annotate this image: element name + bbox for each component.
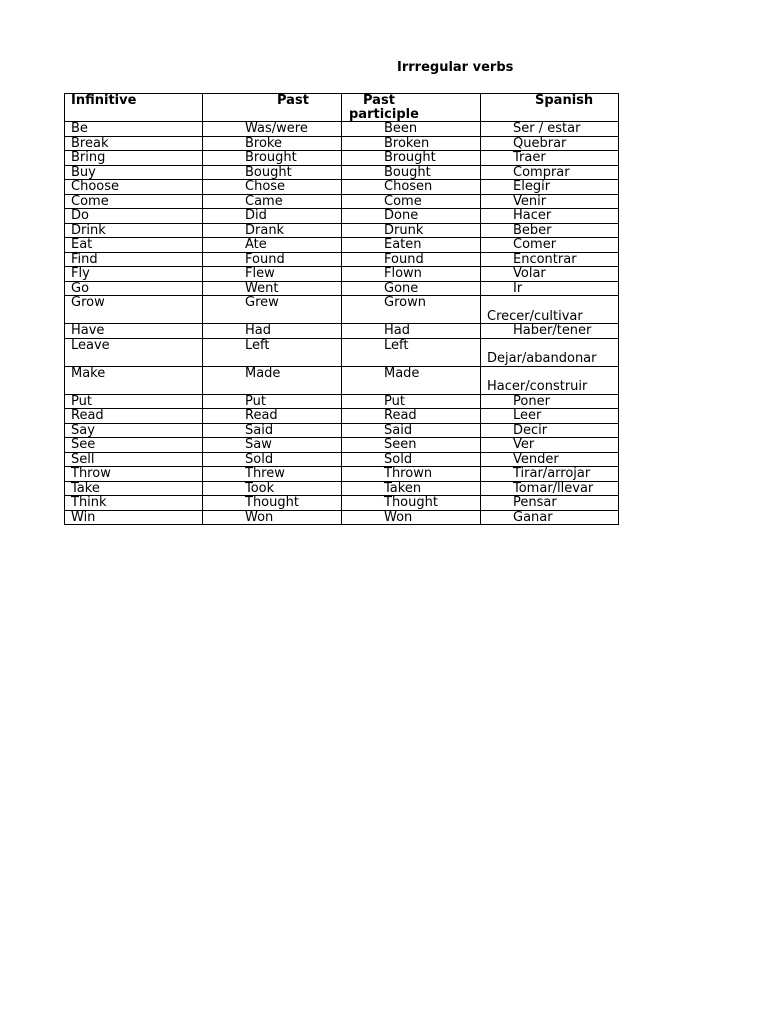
table-row [65, 267, 619, 282]
cell-spanish: Hacer/construir [481, 366, 619, 394]
cell-spanish: Venir [481, 194, 619, 209]
table-row [65, 194, 619, 209]
cell-past: Made [203, 366, 342, 394]
cell-past-participle: Broken [342, 136, 481, 151]
cell-past-participle: Drunk [342, 223, 481, 238]
table-row [65, 423, 619, 438]
cell-past: Sold [203, 452, 342, 467]
table-row [65, 296, 619, 324]
cell-past: Grew [203, 296, 342, 324]
table-row [65, 409, 619, 424]
cell-past-participle: Grown [342, 296, 481, 324]
table-row [65, 252, 619, 267]
cell-past: Said [203, 423, 342, 438]
cell-spanish: Tirar/arrojar [481, 467, 619, 482]
table-row [65, 324, 619, 339]
table-row [65, 338, 619, 366]
table-row [65, 223, 619, 238]
cell-past-participle: Sold [342, 452, 481, 467]
cell-spanish: Leer [481, 409, 619, 424]
cell-past-participle: Brought [342, 151, 481, 166]
cell-infinitive: Do [65, 209, 203, 224]
table-row [65, 394, 619, 409]
cell-past: Went [203, 281, 342, 296]
cell-infinitive: Take [65, 481, 203, 496]
cell-past: Was/were [203, 122, 342, 137]
cell-past: Brought [203, 151, 342, 166]
cell-past-participle: Thrown [342, 467, 481, 482]
cell-past-participle: Done [342, 209, 481, 224]
cell-past-participle: Made [342, 366, 481, 394]
cell-spanish: Encontrar [481, 252, 619, 267]
cell-spanish: Ir [481, 281, 619, 296]
cell-spanish: Beber [481, 223, 619, 238]
cell-spanish: Vender [481, 452, 619, 467]
table-row [65, 438, 619, 453]
cell-past: Read [203, 409, 342, 424]
table-row [65, 165, 619, 180]
cell-past-participle: Found [342, 252, 481, 267]
cell-past-participle: Bought [342, 165, 481, 180]
header-past-participle-line1: Past [363, 93, 395, 108]
cell-infinitive: Put [65, 394, 203, 409]
cell-spanish: Dejar/abandonar [481, 338, 619, 366]
cell-past: Chose [203, 180, 342, 195]
cell-spanish: Traer [481, 151, 619, 166]
cell-past: Broke [203, 136, 342, 151]
table-row [65, 238, 619, 253]
cell-past: Saw [203, 438, 342, 453]
table-row [65, 209, 619, 224]
cell-infinitive: Grow [65, 296, 203, 324]
cell-infinitive: Throw [65, 467, 203, 482]
cell-spanish: Tomar/llevar [481, 481, 619, 496]
cell-past: Flew [203, 267, 342, 282]
header-past-participle [342, 94, 481, 122]
cell-spanish: Ganar [481, 510, 619, 525]
cell-past-participle: Said [342, 423, 481, 438]
cell-spanish: Hacer [481, 209, 619, 224]
header-past: Past [203, 94, 342, 122]
cell-past-participle: Taken [342, 481, 481, 496]
irregular-verbs-table [64, 93, 619, 525]
cell-spanish: Pensar [481, 496, 619, 511]
cell-infinitive: Be [65, 122, 203, 137]
cell-past: Left [203, 338, 342, 366]
cell-past-participle: Been [342, 122, 481, 137]
cell-past-participle: Had [342, 324, 481, 339]
cell-infinitive: Go [65, 281, 203, 296]
cell-past: Took [203, 481, 342, 496]
cell-past: Did [203, 209, 342, 224]
cell-spanish: Decir [481, 423, 619, 438]
page-title: Irrregular verbs [397, 60, 514, 75]
cell-infinitive: Choose [65, 180, 203, 195]
table-row [65, 510, 619, 525]
cell-infinitive: Say [65, 423, 203, 438]
cell-spanish: Poner [481, 394, 619, 409]
cell-past: Won [203, 510, 342, 525]
cell-spanish: Quebrar [481, 136, 619, 151]
cell-spanish: Ver [481, 438, 619, 453]
cell-infinitive: Drink [65, 223, 203, 238]
cell-spanish: Elegir [481, 180, 619, 195]
cell-past-participle: Won [342, 510, 481, 525]
header-past-participle-line2: participle [349, 106, 419, 122]
cell-infinitive: Think [65, 496, 203, 511]
table-body [65, 122, 619, 525]
cell-infinitive: Eat [65, 238, 203, 253]
cell-past: Ate [203, 238, 342, 253]
cell-past: Had [203, 324, 342, 339]
cell-past-participle: Chosen [342, 180, 481, 195]
cell-infinitive: See [65, 438, 203, 453]
cell-infinitive: Fly [65, 267, 203, 282]
cell-infinitive: Buy [65, 165, 203, 180]
cell-past: Found [203, 252, 342, 267]
table-row [65, 281, 619, 296]
cell-spanish: Crecer/cultivar [481, 296, 619, 324]
table-row [65, 136, 619, 151]
cell-past-participle: Seen [342, 438, 481, 453]
cell-infinitive: Win [65, 510, 203, 525]
cell-infinitive: Find [65, 252, 203, 267]
cell-past-participle: Put [342, 394, 481, 409]
cell-past: Drank [203, 223, 342, 238]
table-row [65, 496, 619, 511]
table-row [65, 481, 619, 496]
header-spanish: Spanish [481, 94, 619, 122]
cell-infinitive: Break [65, 136, 203, 151]
table-row [65, 151, 619, 166]
table-row [65, 122, 619, 137]
table-row [65, 452, 619, 467]
cell-past-participle: Come [342, 194, 481, 209]
cell-past: Bought [203, 165, 342, 180]
cell-past-participle: Flown [342, 267, 481, 282]
cell-infinitive: Have [65, 324, 203, 339]
cell-infinitive: Come [65, 194, 203, 209]
table-row [65, 467, 619, 482]
cell-spanish: Ser / estar [481, 122, 619, 137]
cell-spanish: Comprar [481, 165, 619, 180]
cell-past: Threw [203, 467, 342, 482]
header-infinitive: Infinitive [65, 94, 203, 122]
cell-infinitive: Leave [65, 338, 203, 366]
cell-past-participle: Read [342, 409, 481, 424]
cell-spanish: Volar [481, 267, 619, 282]
cell-spanish: Haber/tener [481, 324, 619, 339]
cell-past-participle: Gone [342, 281, 481, 296]
table-header-row [65, 94, 619, 122]
cell-past: Put [203, 394, 342, 409]
table-row [65, 180, 619, 195]
cell-past: Came [203, 194, 342, 209]
cell-infinitive: Bring [65, 151, 203, 166]
cell-past-participle: Left [342, 338, 481, 366]
cell-infinitive: Sell [65, 452, 203, 467]
cell-infinitive: Read [65, 409, 203, 424]
cell-infinitive: Make [65, 366, 203, 394]
cell-past-participle: Eaten [342, 238, 481, 253]
cell-spanish: Comer [481, 238, 619, 253]
cell-past-participle: Thought [342, 496, 481, 511]
table-row [65, 366, 619, 394]
cell-past: Thought [203, 496, 342, 511]
